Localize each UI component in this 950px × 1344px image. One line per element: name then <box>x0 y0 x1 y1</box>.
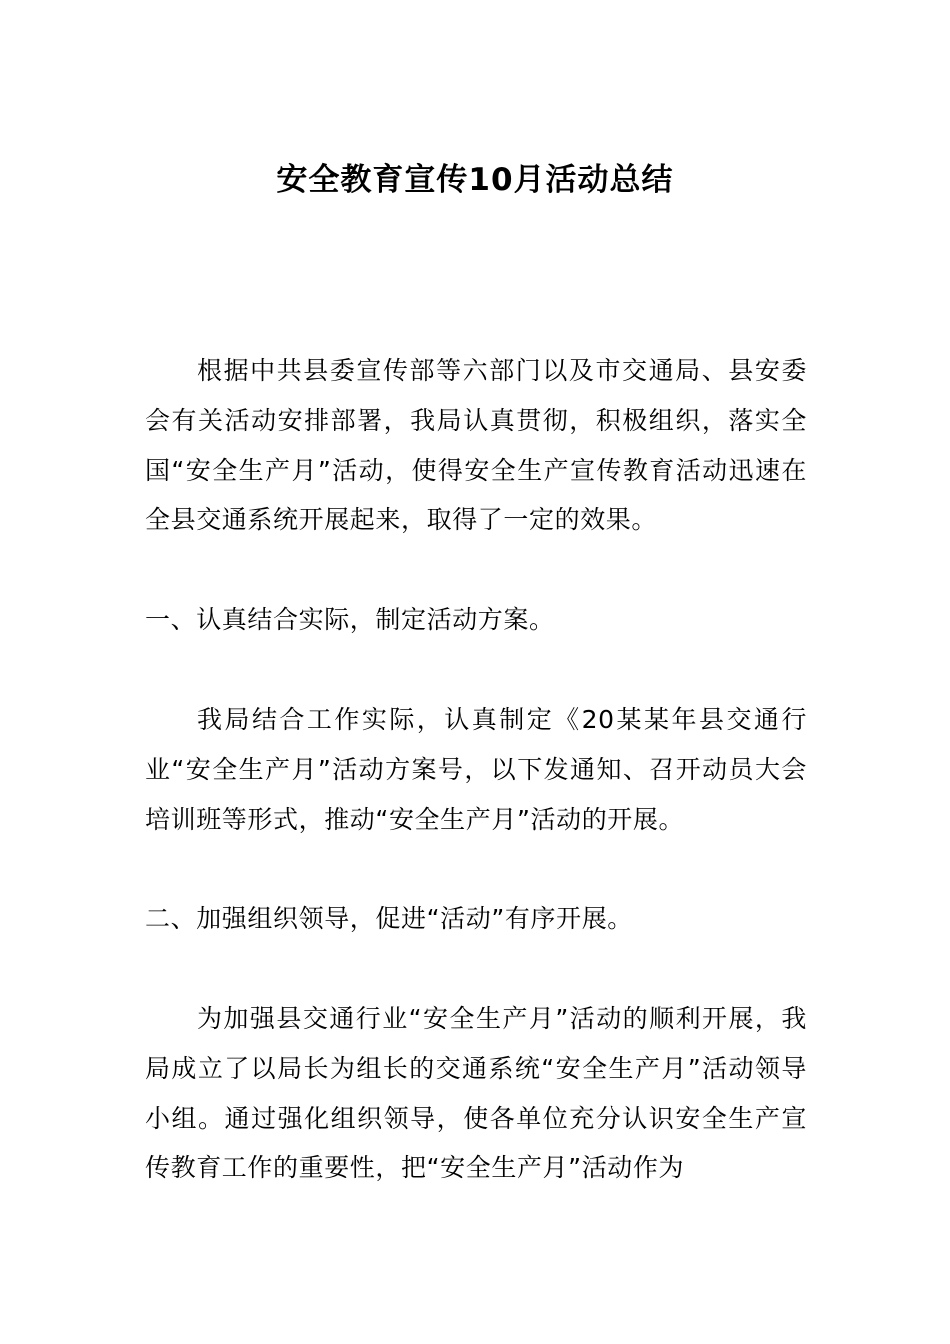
paragraph-intro: 根据中共县委宣传部等六部门以及市交通局、县安委会有关活动安排部署，我局认真贯彻，积极组织，落实全国“安全生产月”活动，使得安全生产宣传教育活动迅速在全县交通系统开展起来，取得了一定的效果。 <box>145 356 807 535</box>
section-heading-2: 二、加强组织领导，促进“活动”有序开展。 <box>145 904 633 933</box>
section-heading-1: 一、认真结合实际，制定活动方案。 <box>145 605 555 634</box>
document-title: 安全教育宣传10月活动总结 <box>276 162 674 198</box>
paragraph-section-2: 为加强县交通行业“安全生产月”活动的顺利开展，我局成立了以局长为组长的交通系统“安全生产月”活动领导小组。通过强化组织领导，使各单位充分认识安全生产宣传教育工作的重要性，把“安全生产月”活动作为 <box>145 1004 807 1183</box>
paragraph-section-1: 我局结合工作实际，认真制定《20某某年县交通行业“安全生产月”活动方案号，以下发通知、召开动员大会培训班等形式，推动“安全生产月”活动的开展。 <box>145 705 807 834</box>
